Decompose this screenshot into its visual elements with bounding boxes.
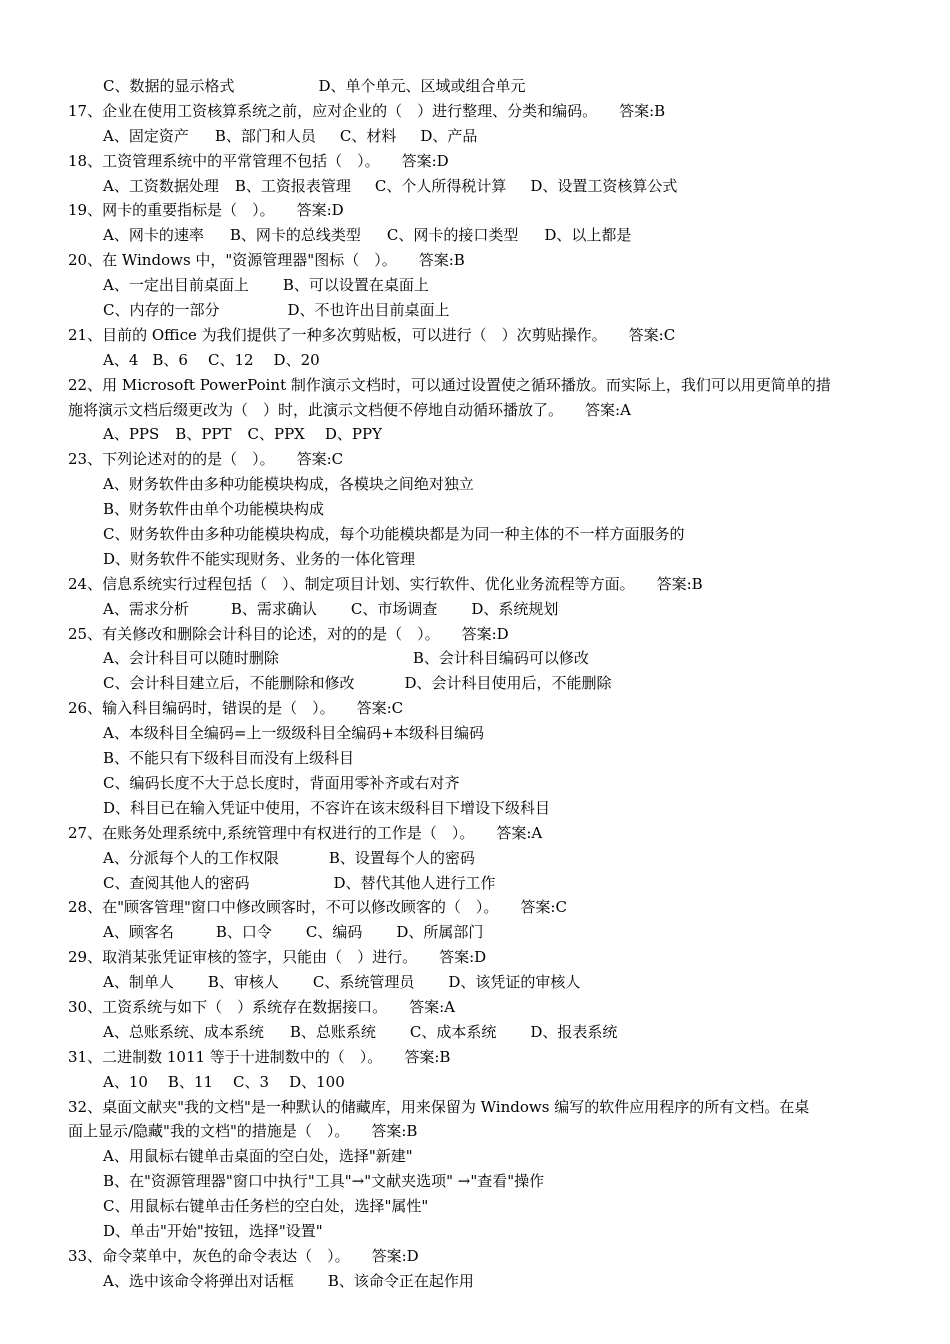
option-line — [0, 522, 950, 547]
question-text: 29、取消某张凭证审核的签字，只能由（ ）进行。 — [68, 948, 418, 967]
option-text: A、用鼠标右键单击桌面的空白处，选择"新建" — [103, 1147, 413, 1166]
question-text: 23、下列论述对的的是（ ）。 — [68, 450, 275, 469]
option-text: B、口令 — [215, 923, 272, 942]
answer-label: 答案:C — [296, 450, 344, 469]
option-text: C、个人所得税计算 — [374, 176, 507, 195]
answer-label: 答案:B — [404, 1047, 451, 1066]
question-text: 22、用 Microsoft PowerPoint 制作演示文档时，可以通过设置使之循环播放。而实际上，我们可以用更简单的措 — [68, 375, 831, 394]
question-text: 面上显示/隐藏"我的文档"的措施是（ ）。 — [68, 1122, 350, 1141]
answer-label: 答案:B — [418, 251, 465, 270]
option-text: B、会计科目编码可以修改 — [412, 649, 589, 668]
option-text: D、替代其他人进行工作 — [333, 873, 496, 892]
option-text: B、财务软件由单个功能模块构成 — [103, 500, 325, 519]
option-text: D、设置工资核算公式 — [530, 176, 678, 195]
option-text: B、11 — [167, 1072, 214, 1091]
option-text: D、系统规划 — [471, 599, 559, 618]
option-text: C、12 — [207, 350, 254, 369]
option-text: C、系统管理员 — [312, 973, 415, 992]
question-text: 30、工资系统与如下（ ）系统存在数据接口。 — [68, 997, 388, 1016]
question-text: 19、网卡的重要指标是（ ）。 — [68, 201, 275, 220]
option-text: C、数据的显示格式 — [103, 77, 235, 95]
question-text: 20、在 Windows 中，"资源管理器"图标（ ）。 — [68, 251, 397, 270]
option-line — [0, 846, 950, 871]
option-line — [0, 871, 950, 896]
option-line — [0, 771, 950, 796]
option-text: B、不能只有下级科目而没有上级科目 — [103, 749, 355, 768]
option-text: C、材料 — [339, 126, 397, 145]
option-text: D、该凭证的审核人 — [448, 973, 581, 992]
option-text: D、单击"开始"按钮，选择"设置" — [103, 1221, 323, 1240]
question-line — [0, 248, 950, 273]
option-line — [0, 1169, 950, 1194]
option-text: D、报表系统 — [530, 1022, 618, 1041]
question-text: 施将演示文档后缀更改为（ ）时，此演示文档便不停地自动循环播放了。 — [68, 400, 564, 419]
option-line — [0, 671, 950, 696]
question-text: 17、企业在使用工资核算系统之前，应对企业的（ ）进行整理、分类和编码。 — [68, 101, 598, 120]
option-text: C、PPX — [247, 425, 305, 444]
option-line — [0, 1219, 950, 1244]
option-text: C、内存的一部分 — [103, 301, 220, 320]
option-line — [0, 497, 950, 522]
option-text: B、在"资源管理器"窗口中执行"工具"→"文献夹选项" →"查看"操作 — [103, 1172, 545, 1191]
option-line — [0, 920, 950, 945]
option-text: B、部门和人员 — [214, 126, 316, 145]
option-text: A、会计科目可以随时删除 — [103, 649, 279, 668]
option-text: A、选中该命令将弹出对话框 — [103, 1271, 294, 1290]
answer-label: 答案:C — [520, 898, 567, 917]
option-text: A、财务软件由多种功能模块构成，各模块之间绝对独立 — [103, 475, 474, 494]
option-text: A、一定出目前桌面上 — [103, 276, 249, 295]
option-text: A、分派每个人的工作权限 — [103, 848, 279, 867]
answer-label: 答案:D — [461, 624, 509, 643]
option-text: C、财务软件由多种功能模块构成，每个功能模块都是为同一种主体的不一样方面服务的 — [103, 525, 685, 544]
option-line — [0, 273, 950, 298]
question-text: 24、信息系统实行过程包括（ ）、制定项目计划、实行软件、优化业务流程等方面。 — [68, 574, 635, 593]
option-line — [0, 1070, 950, 1095]
question-line — [0, 1045, 950, 1070]
option-text: B、网卡的总线类型 — [229, 226, 361, 245]
option-text: B、总账系统 — [289, 1022, 376, 1041]
question-text: 27、在账务处理系统中,系统管理中有权进行的工作是（ ）。 — [68, 823, 475, 842]
question-text: 28、在"顾客管理"窗口中修改顾客时，不可以修改顾客的（ ）。 — [68, 898, 499, 917]
option-text: A、10 — [103, 1072, 148, 1091]
option-text: B、PPT — [175, 425, 232, 444]
answer-label: 答案:D — [401, 151, 449, 170]
option-text: D、会计科目使用后，不能删除 — [404, 674, 612, 693]
question-line — [0, 1095, 950, 1120]
option-text: D、PPY — [324, 425, 382, 444]
answer-label: 答案:A — [409, 997, 455, 1016]
option-text: D、科目已在输入凭证中使用，不容许在该末级科目下增设下级科目 — [103, 798, 551, 817]
option-line — [0, 796, 950, 821]
option-text: B、6 — [152, 350, 188, 369]
question-line — [0, 995, 950, 1020]
question-text: 25、有关修改和删除会计科目的论述，对的的是（ ）。 — [68, 624, 440, 643]
option-line — [0, 74, 950, 99]
option-text: B、审核人 — [207, 973, 279, 992]
question-text: 18、工资管理系统中的平常管理不包括（ ）。 — [68, 151, 380, 170]
option-text: C、会计科目建立后，不能删除和修改 — [103, 674, 355, 693]
question-text: 21、目前的 Office 为我们提供了一种多次剪贴板，可以进行（ ）次剪贴操作。 — [68, 325, 607, 344]
question-continuation — [0, 398, 950, 423]
question-text: 26、输入科目编码时，错误的是（ ）。 — [68, 699, 335, 718]
option-line — [0, 1144, 950, 1169]
question-line — [0, 1244, 950, 1269]
option-text: D、单个单元、区域或组合单元 — [318, 77, 526, 95]
option-text: B、该命令正在起作用 — [327, 1271, 474, 1290]
option-text: D、不也许出目前桌面上 — [287, 301, 450, 320]
option-line — [0, 124, 950, 149]
question-line — [0, 572, 950, 597]
option-text: D、财务软件不能实现财务、业务的一体化管理 — [103, 549, 416, 568]
option-text: D、以上都是 — [544, 226, 632, 245]
option-text: C、成本系统 — [409, 1022, 497, 1041]
question-text: 33、命令菜单中，灰色的命令表达（ ）。 — [68, 1246, 350, 1265]
option-text: C、用鼠标右键单击任务栏的空白处，选择"属性" — [103, 1197, 429, 1216]
answer-label: 答案:D — [371, 1246, 419, 1265]
option-text: A、工资数据处理 — [103, 176, 219, 195]
question-line — [0, 99, 950, 124]
question-line — [0, 895, 950, 920]
answer-label: 答案:B — [371, 1122, 418, 1141]
option-text: B、需求确认 — [230, 599, 317, 618]
option-line — [0, 970, 950, 995]
option-line — [0, 298, 950, 323]
question-line — [0, 373, 950, 398]
option-text: D、20 — [273, 350, 320, 369]
option-text: A、本级科目全编码=上一级级科目全编码+本级科目编码 — [103, 724, 484, 743]
option-text: D、产品 — [420, 126, 478, 145]
option-text: D、100 — [289, 1072, 345, 1091]
option-text: A、需求分析 — [103, 599, 189, 618]
option-text: B、可以设置在桌面上 — [282, 276, 429, 295]
answer-label: 答案:D — [296, 201, 344, 220]
option-line — [0, 746, 950, 771]
option-text: A、总账系统、成本系统 — [103, 1022, 264, 1041]
option-line — [0, 721, 950, 746]
option-text: A、4 — [103, 350, 139, 369]
question-line — [0, 945, 950, 970]
option-text: A、制单人 — [103, 973, 174, 992]
option-text: D、所属部门 — [396, 923, 484, 942]
question-line — [0, 447, 950, 472]
option-text: A、顾客名 — [103, 923, 174, 942]
answer-label: 答案:A — [585, 400, 631, 419]
question-line — [0, 323, 950, 348]
option-line — [0, 348, 950, 373]
answer-label: 答案:B — [619, 101, 666, 120]
option-line — [0, 472, 950, 497]
option-text: C、市场调查 — [350, 599, 438, 618]
option-text: C、3 — [233, 1072, 270, 1091]
option-line — [0, 422, 950, 447]
question-line — [0, 198, 950, 223]
option-line — [0, 1020, 950, 1045]
answer-label: 答案:B — [656, 574, 703, 593]
option-text: C、编码长度不大于总长度时，背面用零补齐或右对齐 — [103, 773, 460, 792]
option-text: A、固定资产 — [103, 126, 189, 145]
option-line — [0, 646, 950, 671]
question-line — [0, 696, 950, 721]
option-line — [0, 597, 950, 622]
option-line — [0, 1269, 950, 1294]
option-text: C、编码 — [305, 923, 363, 942]
option-text: C、查阅其他人的密码 — [103, 873, 250, 892]
option-line — [0, 1194, 950, 1219]
question-text: 32、桌面文献夹"我的文档"是一种默认的储藏库，用来保留为 Windows 编写的软件应用程序的所有文档。在桌 — [68, 1097, 810, 1116]
question-line — [0, 821, 950, 846]
question-text: 31、二进制数 1011 等于十进制数中的（ ）。 — [68, 1047, 383, 1066]
option-line — [0, 174, 950, 199]
option-text: A、网卡的速率 — [103, 226, 204, 245]
question-line — [0, 622, 950, 647]
option-text: C、网卡的接口类型 — [386, 226, 519, 245]
answer-label: 答案:C — [356, 699, 404, 718]
document-page — [0, 74, 950, 1294]
option-text: B、设置每个人的密码 — [328, 848, 475, 867]
answer-label: 答案:C — [628, 325, 676, 344]
question-line — [0, 149, 950, 174]
question-continuation — [0, 1119, 950, 1144]
option-text: A、PPS — [103, 425, 160, 444]
option-line — [0, 223, 950, 248]
option-line — [0, 547, 950, 572]
option-text: B、工资报表管理 — [234, 176, 351, 195]
answer-label: 答案:A — [496, 823, 543, 842]
answer-label: 答案:D — [439, 948, 487, 967]
